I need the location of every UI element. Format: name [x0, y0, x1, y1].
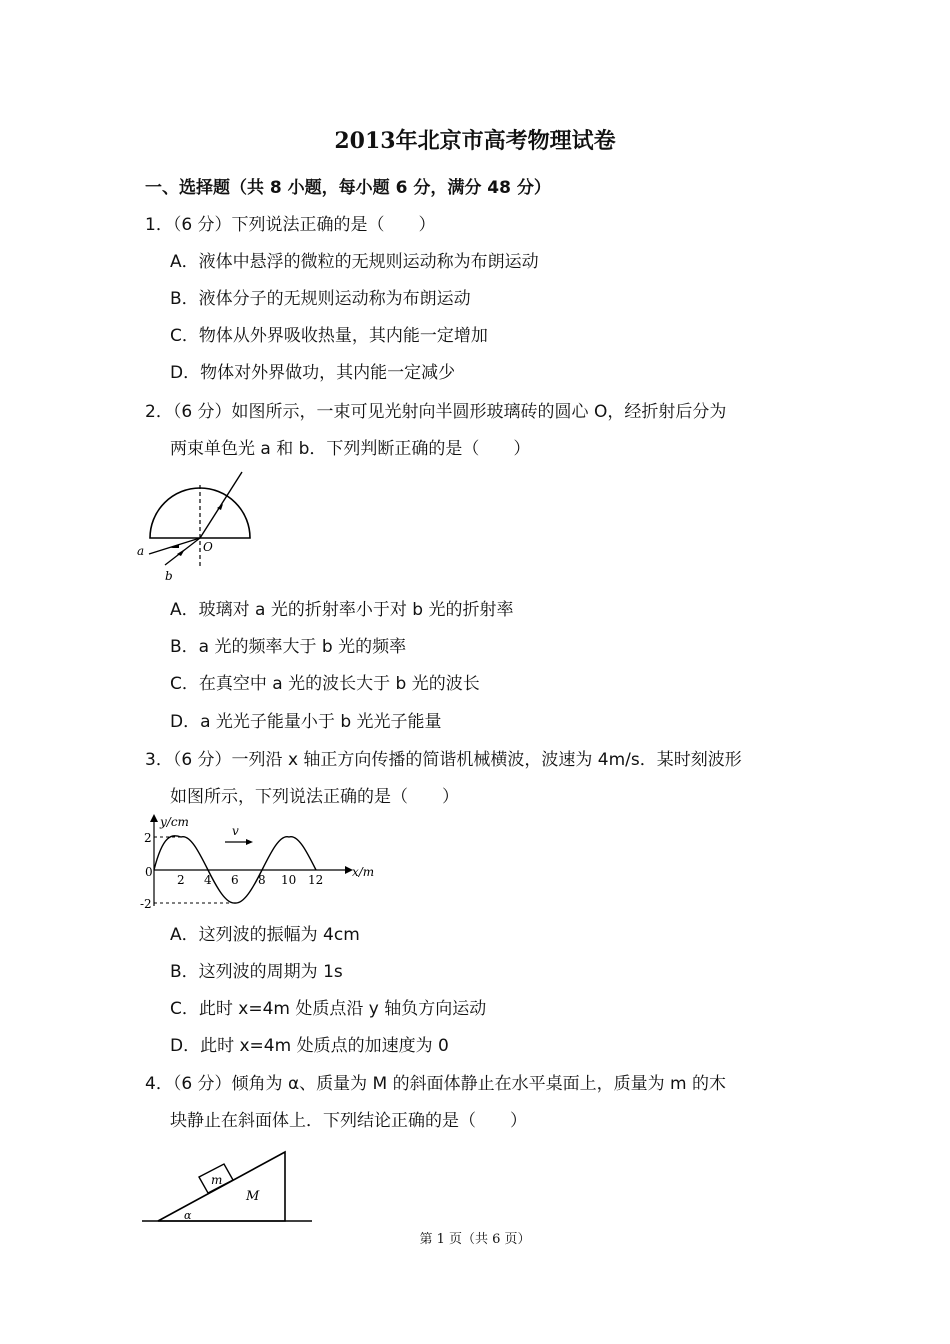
question-3-option-c: C．此时 x=4m 处质点沿 y 轴负方向运动 [170, 999, 487, 1019]
question-2-option-b: B．a 光的频率大于 b 光的频率 [170, 637, 407, 657]
question-3-stem-line1: 3．（6 分）一列沿 x 轴正方向传播的简谐机械横波，波速为 4m/s．某时刻波形 [145, 750, 742, 770]
label-v: v [232, 824, 239, 838]
tick-x-6: 6 [231, 873, 239, 887]
question-4-stem-line2: 块静止在斜面体上．下列结论正确的是（ ） [170, 1111, 527, 1131]
y-axis-arrow [150, 814, 158, 822]
label-y-axis: y/cm [160, 815, 189, 829]
tick-y-0: 0 [145, 865, 153, 879]
question-1-option-c: C．物体从外界吸收热量，其内能一定增加 [170, 326, 488, 346]
question-2-stem-line2: 两束单色光 a 和 b．下列判断正确的是（ ） [170, 439, 531, 459]
question-3-option-b: B．这列波的周期为 1s [170, 962, 343, 982]
question-3-stem-line2: 如图所示，下列说法正确的是（ ） [170, 787, 459, 807]
tick-y-2: 2 [144, 831, 152, 845]
question-2-semicircle-figure [135, 470, 265, 585]
tick-x-12: 12 [308, 873, 324, 887]
label-alpha: α [184, 1209, 192, 1222]
incident-ray [200, 472, 242, 538]
question-3-option-a: A．这列波的振幅为 4cm [170, 925, 360, 945]
tick-y-minus-2: -2 [140, 897, 152, 911]
question-2-stem-line1: 2．（6 分）如图所示，一束可见光射向半圆形玻璃砖的圆心 O，经折射后分为 [145, 402, 727, 422]
question-2-option-c: C．在真空中 a 光的波长大于 b 光的波长 [170, 674, 480, 694]
label-big-m: M [246, 1189, 260, 1204]
question-4-incline-figure [140, 1140, 320, 1226]
label-o: O [203, 540, 213, 554]
label-a: a [137, 544, 145, 558]
tick-x-4: 4 [204, 873, 212, 887]
page-title: 2013年北京市高考物理试卷 [334, 128, 616, 154]
question-1-option-d: D．物体对外界做功，其内能一定减少 [170, 363, 456, 383]
question-2-option-a: A．玻璃对 a 光的折射率小于对 b 光的折射率 [170, 600, 514, 620]
question-1-stem: 1．（6 分）下列说法正确的是（ ） [145, 215, 436, 235]
label-x-axis: x/m [352, 865, 375, 879]
tick-x-10: 10 [281, 873, 297, 887]
label-b: b [165, 569, 173, 583]
section-heading: 一、选择题（共 8 小题，每小题 6 分，满分 48 分） [145, 178, 551, 198]
tick-x-2: 2 [177, 873, 185, 887]
question-2-option-d: D．a 光光子能量小于 b 光光子能量 [170, 712, 442, 732]
velocity-arrowhead [246, 839, 253, 845]
question-3-waveform-figure [140, 812, 380, 912]
question-3-option-d: D．此时 x=4m 处质点的加速度为 0 [170, 1036, 449, 1056]
ray-a [149, 538, 200, 554]
label-m: m [211, 1173, 223, 1187]
question-1-option-b: B．液体分子的无规则运动称为布朗运动 [170, 289, 471, 309]
page-footer: 第 1 页（共 6 页） [419, 1232, 531, 1247]
question-4-stem-line1: 4．（6 分）倾角为 α、质量为 M 的斜面体静止在水平桌面上，质量为 m 的木 [145, 1074, 726, 1094]
tick-x-8: 8 [258, 873, 266, 887]
question-1-option-a: A．液体中悬浮的微粒的无规则运动称为布朗运动 [170, 252, 539, 272]
